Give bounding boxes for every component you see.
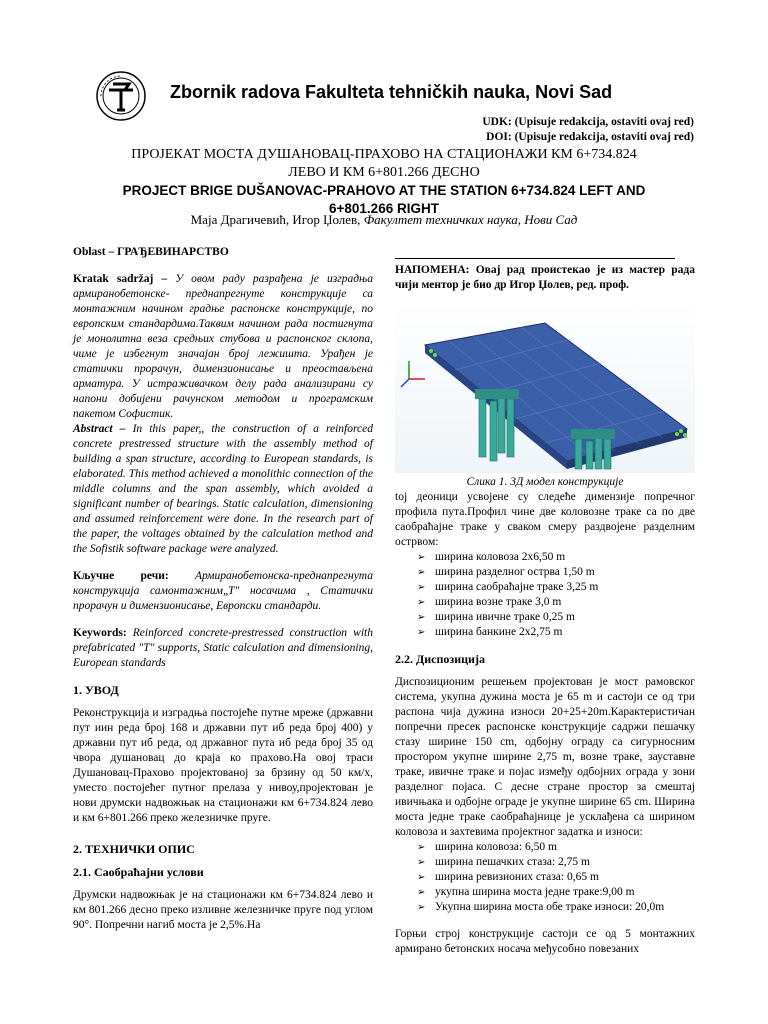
list-item: ➢ ширина возне траке 3,0 m	[417, 595, 695, 610]
list-item: ➢ ширина разделног острва 1,50 m	[417, 565, 695, 580]
list-item: ➢ ширина коловоза 2x6,50 m	[417, 550, 695, 565]
title-en-line2: 6+801.266 RIGHT	[329, 201, 439, 216]
bridge-model-illustration	[395, 301, 695, 473]
section21-text: Друмски надвожњак је на стационажи км 6+734.824 лево и км 801.266 десно преко изливне железничке пруге под углом 90°. Попречни нагиб моста је 2,5%.На	[73, 889, 373, 931]
title-sr-line2: ЛЕВО И КМ 6+801.266 ДЕСНО	[288, 165, 480, 180]
section1-text: Реконструкција и изградња постојеће путне мреже (државни пут иин реда број 168 и државни пут иб реда број 400) у државни пут иб реда, од државног пута иб реда број 35 од чвора душановац до краја ко праховo.На овој траси Душановац-Прахово пројектованој за брзину од 50 км/х, уместо постојећег путног прелаза у нивоу,пројектован је нови друмски надвожњак на стационажи км 6+734.824 лево и км 6+801.266 преко железничке пруге.	[73, 707, 373, 824]
abstract-label: Abstract –	[73, 423, 133, 435]
note-divider	[395, 258, 675, 259]
abstract-text: In this paper,, the construction of a reinforced concrete prestressed structure with the assembly method of building a span structure, according to European standards, is elaborated. This method achieved a monolithic connection of the middle columns and the span assembly, which avoided a significant number of bearings. Static calculation, dimensioning and assumed reinforcement were done. In the research part of the paper, the voltages obtained by the calculation method and the Sofistik software package were analyzed.	[73, 423, 373, 555]
section22-text: Диспозиционим решењем пројектован је мост рамовског система, укупна дужина моста је 65 m и састоји се од три распона чија дужина износи 20+25+20m.Карактеристичан попречни пресек распонске конструкције садржи пешачку стазу ширине 150 cm, одбојну ограду са сигурносним простором укупне ширине 2,75 m, возне траке, зауставне траке, ивичне траке и појас између одбојних ограда у зони разделног појаса. С десне стране простор за смештај ивичњака и одбојне ограде је укупне ширине 65 cm. Ширина моста једне траке саобраћајнице је усклађена са ширином коловоза и захтевима пројектног задатка и износи:	[395, 676, 695, 838]
figure-caption: Слика 1. 3Д модел конструкције	[466, 476, 624, 488]
summary-text: У овом раду разрађена је изградња армиранобетонске- преднапрегнуте конструкције са монтажним начином градње распонске конструкције, по европским стандардима.Таквим начином рада постигнута је монолитна веза средњих стубова и распонског склопа, чиме је избегнут значајан број лежишта. Урађен је статички прорачун, димензионисање и преостављена арматура. У истраживачком делу рада анализирани су напони добијени рачунском методом и програмским пакетом Софистик.	[73, 273, 373, 420]
summary-paragraph	[73, 272, 373, 422]
section2-heading: 2. ТЕХНИЧКИ ОПИС	[73, 842, 195, 856]
list-item: ➢ ширина саобраћајне траке 3,25 m	[417, 580, 695, 595]
mentor-note: НАПОМЕНА: Овај рад проистекао је из мастер рада чији ментор је био др Игор Џолев, ред. проф.	[395, 264, 695, 291]
area-value: ГРАЂЕВИНАРСТВО	[117, 246, 229, 258]
author-affiliation: Факултет техничких наука, Нови Сад	[363, 212, 578, 227]
keywords-en-paragraph	[73, 626, 373, 671]
faculty-logo-icon	[95, 70, 147, 122]
area-line	[73, 245, 373, 260]
doi-line: DOI: (Upisuje redakcija, ostaviti ovaj red)	[486, 131, 694, 143]
superstructure-text: Горњи строј конструкције састоји се од 5 монтажних армирано бетонских носача међусобно повезаних	[395, 928, 695, 955]
summary-label: Kratak sadržaj –	[73, 273, 176, 285]
list-item: ➢ ширина ревизионих стаза: 0,65 m	[417, 870, 695, 885]
list-item: ➢ ширина банкине 2x2,75 m	[417, 625, 695, 640]
keywords-sr-text: Армиранобетонска-преднапрегнута конструкција самонтажним„Т" носачима , Статички прорачун и димензионисање, Европски стандарди.	[73, 570, 373, 612]
keywords-sr-label: Кључне речи:	[73, 570, 195, 582]
udk-doi-block	[482, 115, 694, 145]
cross-section-text: toj деоници усвојене су следеће димензије попречног профила пута.Профил чине две коловозне траке са по две саобраћајне траке у сваком смеру раздвојене разделним острвом:	[395, 491, 695, 548]
right-column	[395, 240, 695, 957]
title-sr-line1: ПРОЈЕКАТ МОСТА ДУШАНОВАЦ-ПРАХОВО НА СТАЦИОНАЖИ КМ 6+734.824	[131, 147, 637, 162]
author-names: Маја Драгичевић, Игор Џолев,	[190, 212, 364, 227]
section1-heading: 1. УВОД	[73, 683, 119, 697]
bridge-3d-figure	[395, 301, 695, 473]
area-label: Oblast –	[73, 246, 118, 258]
title-en-line1: PROJECT BRIGE DUŠANOVAC-PRAHOVO AT THE STATION 6+734.824 LEFT AND	[122, 183, 646, 198]
width-list	[417, 840, 695, 915]
section21-heading: 2.1. Саобраћајни услови	[73, 865, 204, 879]
list-item: ➢ ширина ивичне траке 0,25 m	[417, 610, 695, 625]
abstract-paragraph	[73, 422, 373, 557]
keywords-sr-paragraph	[73, 569, 373, 614]
keywords-en-label: Keywords:	[73, 627, 133, 639]
authors-line	[70, 212, 698, 228]
left-column	[73, 240, 373, 933]
list-item: ➢ ширина пешачких стаза: 2,75 m	[417, 855, 695, 870]
list-item: ➢ ширина коловоза: 6,50 m	[417, 840, 695, 855]
cross-section-list	[417, 550, 695, 640]
list-item: ➢ укупна ширина моста једне траке:9,00 m	[417, 885, 695, 900]
paper-title	[70, 146, 698, 218]
list-item: ➢ Укупна ширина моста обе траке износи: 20,0m	[417, 900, 695, 915]
udk-line: UDK: (Upisuje redakcija, ostaviti ovaj red)	[482, 116, 694, 128]
journal-title: Zbornik radova Fakulteta tehničkih nauka, Novi Sad	[170, 82, 613, 102]
keywords-en-text: Reinforced concrete-prestressed construction with prefabricated "T" supports, Static calculation and dimensioning, European standards	[73, 627, 373, 669]
section22-heading: 2.2. Диспозиција	[395, 652, 485, 666]
